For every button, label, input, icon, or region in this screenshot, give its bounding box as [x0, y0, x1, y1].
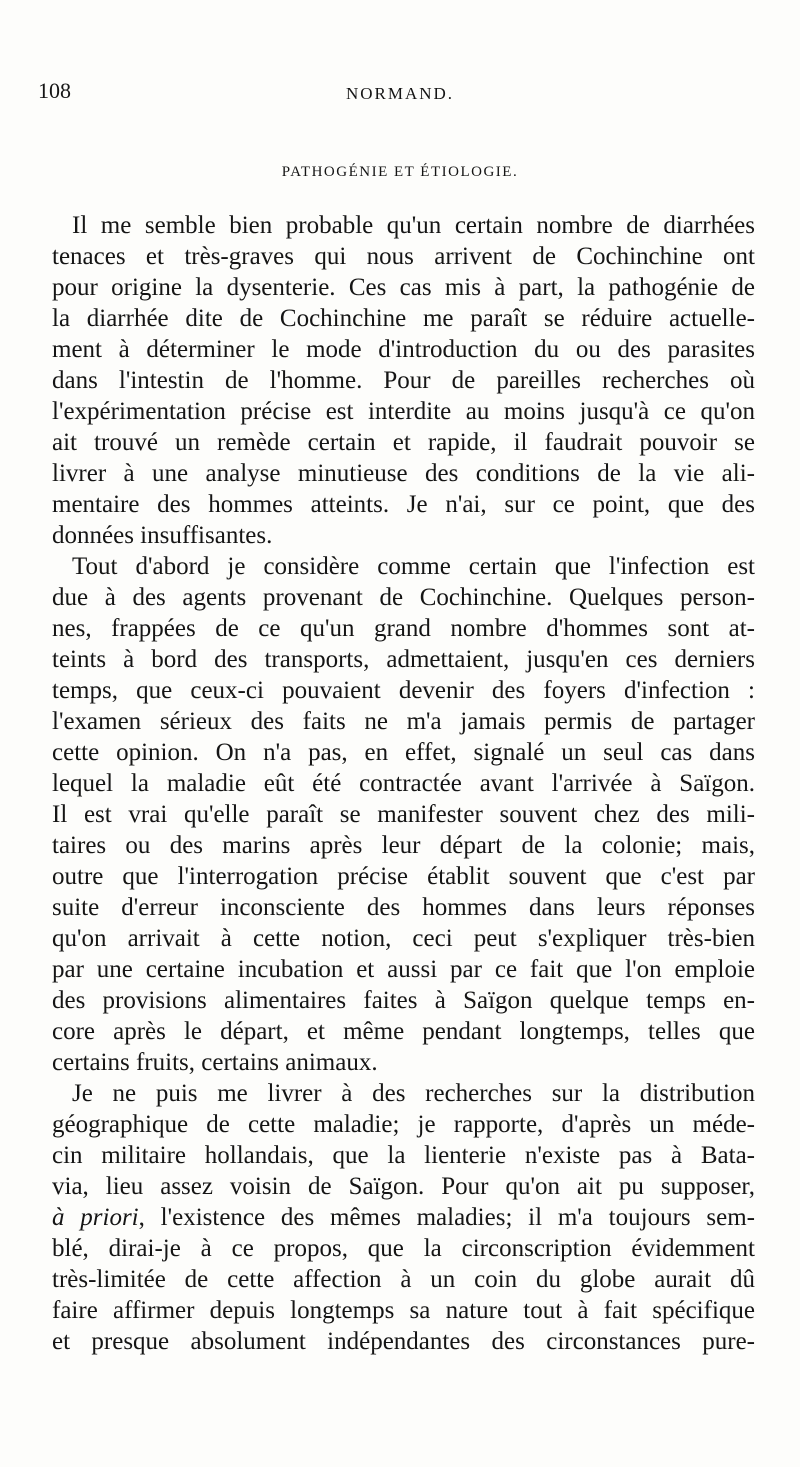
- text-line: livrer à une analyse minutieuse des conditions de la vie ali-: [52, 460, 755, 487]
- text-line: outre que l'interrogation précise établit souvent que c'est par: [52, 863, 755, 890]
- text-line: qu'on arrivait à cette notion, ceci peut s'expliquer très-bien: [52, 925, 755, 952]
- text-line: des provisions alimentaires faites à Saïgon quelque temps en-: [52, 987, 755, 1014]
- text-line: Il me semble bien probable qu'un certain nombre de diarrhées: [72, 212, 755, 239]
- italic-phrase: à priori: [52, 1204, 139, 1231]
- text-line: suite d'erreur inconsciente des hommes dans leurs réponses: [52, 894, 755, 921]
- text-line: pour origine la dysenterie. Ces cas mis à part, la pathogénie de: [52, 274, 755, 301]
- text-line: faire affirmer depuis longtemps sa nature tout à fait spécifique: [52, 1297, 755, 1324]
- text-line-mixed: [52, 1202, 755, 1233]
- text-line: Il est vrai qu'elle paraît se manifester souvent chez des mili-: [52, 801, 755, 828]
- text-line: et presque absolument indépendantes des circonstances pure-: [52, 1328, 755, 1355]
- text-line: la diarrhée dite de Cochinchine me paraît se réduire actuelle-: [52, 305, 755, 332]
- text-line: certains fruits, certains animaux.: [52, 1049, 378, 1076]
- text-line: teints à bord des transports, admettaient, jusqu'en ces derniers: [52, 646, 755, 673]
- text-line: tenaces et très-graves qui nous arrivent de Cochinchine ont: [52, 243, 755, 270]
- text-line: blé, dirai-je à ce propos, que la circonscription évidemment: [52, 1235, 755, 1262]
- text-line: par une certaine incubation et aussi par ce fait que l'on emploie: [52, 956, 755, 983]
- body-text: [52, 210, 755, 1357]
- text-span: , l'existence des mêmes maladies; il m'a toujours sem-: [138, 1204, 756, 1231]
- text-line: très-limitée de cette affection à un coin du globe aurait dû: [52, 1266, 755, 1293]
- text-line: géographique de cette maladie; je rapporte, d'après un méde-: [52, 1111, 755, 1138]
- text-line: nes, frappées de ce qu'un grand nombre d'hommes sont at-: [52, 615, 755, 642]
- text-line: données insuffisantes.: [52, 522, 273, 549]
- text-line: ment à déterminer le mode d'introduction du ou des parasites: [52, 336, 755, 363]
- text-line: dans l'intestin de l'homme. Pour de pareilles recherches où: [52, 367, 755, 394]
- text-line: taires ou des marins après leur départ de la colonie; mais,: [52, 832, 755, 859]
- text-line: l'examen sérieux des faits ne m'a jamais permis de partager: [52, 708, 755, 735]
- page-number: 108: [38, 78, 71, 103]
- text-line: due à des agents provenant de Cochinchine. Quelques person-: [52, 584, 755, 611]
- text-line: lequel la maladie eût été contractée avant l'arrivée à Saïgon.: [52, 770, 755, 797]
- text-line: ait trouvé un remède certain et rapide, il faudrait pouvoir se: [52, 429, 755, 456]
- text-line: core après le départ, et même pendant longtemps, telles que: [52, 1018, 755, 1045]
- text-line: Tout d'abord je considère comme certain que l'infection est: [72, 553, 755, 580]
- text-line: cin militaire hollandais, que la lienterie n'existe pas à Bata-: [52, 1142, 755, 1169]
- text-line: Je ne puis me livrer à des recherches sur la distribution: [72, 1080, 755, 1107]
- text-line: temps, que ceux-ci pouvaient devenir des foyers d'infection :: [52, 677, 755, 704]
- text-line: l'expérimentation précise est interdite au moins jusqu'à ce qu'on: [52, 398, 755, 425]
- text-line: mentaire des hommes atteints. Je n'ai, sur ce point, que des: [52, 491, 755, 518]
- section-title: PATHOGÉNIE ET ÉTIOLOGIE.: [281, 164, 519, 180]
- text-line: via, lieu assez voisin de Saïgon. Pour qu'on ait pu supposer,: [52, 1173, 755, 1200]
- running-head: NORMAND.: [345, 84, 455, 103]
- text-line: cette opinion. On n'a pas, en effet, signalé un seul cas dans: [52, 739, 755, 766]
